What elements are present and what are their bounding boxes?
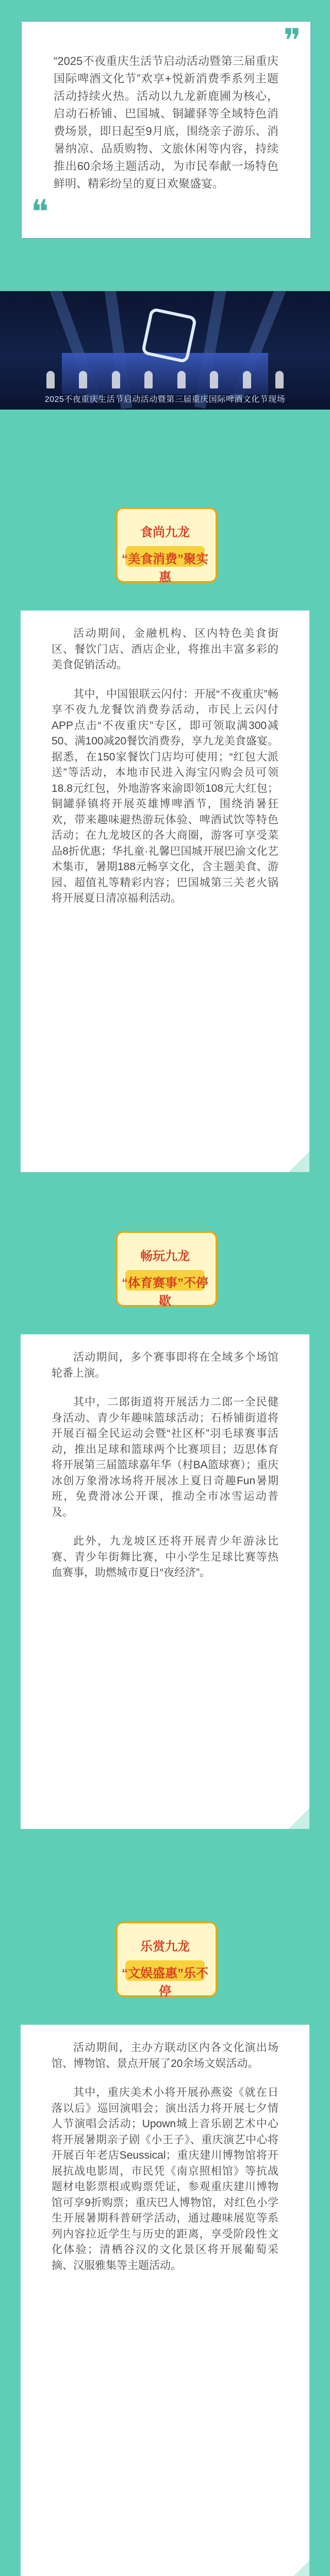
event-photo <box>0 291 330 410</box>
section-subtitle: “体育赛事”不停歇 <box>122 1276 208 1308</box>
event-logo-icon <box>141 307 197 363</box>
paragraph: 活动期间，金融机构、区内特色美食街区、餐饮门店、酒店企业，将推出丰富多彩的美食促销活动。 <box>52 628 278 671</box>
section-header-food <box>116 507 214 584</box>
section-title: 食尚九龙 <box>140 526 190 539</box>
section-title: 乐赏九龙 <box>140 1940 190 1954</box>
paragraph: 活动期间，主办方联动区内各文化演出场馆、博物馆、景点开展了20余场文娱活动。 <box>52 2042 278 2070</box>
paragraph: 活动期间，多个赛事即将在全域多个场馆轮番上演。 <box>52 1351 278 1379</box>
section-card-sports <box>21 1334 309 1829</box>
intro-card <box>21 21 311 239</box>
corner-decoration <box>289 1808 309 1829</box>
photo-caption: 2025不夜重庆生活节启动活动暨第三届重庆国际啤酒文化节现场 <box>44 395 286 404</box>
paragraph: 其中，重庆美术小将开展孙燕姿《就在日落以后》巡回演唱会；演出活力将开展七夕情人节演唱会活动；Upown城上音乐剧艺术中心将开展暑期亲子剧《小王子》、重庆演艺中心将开展百年老店Seussical；重庆建川博物馆将开展抗战电影周，市民凭《南京照相馆》等抗战题材电影票根或购票凭证，参观重庆建川博物馆可享9折购票；重庆巴人博物馆，对红色小学生开展暑期科普研学活动，通过趣味展览等系列内容拉近学生与历史的距离，享受阶段性文化体验；清栖谷汉的文化景区将开展葡萄采摘、汉服雅集等主题活动。 <box>52 2087 278 2272</box>
paragraph: 其中，二郎街道将开展活力二郎一全民健身活动、青少年趣味篮球活动；石桥铺街道将开展百福全民运动会暨“社区杯”羽毛球赛事活动，推出足球和篮球两个比赛项目；迈思体育将开展第三届篮球嘉年华（村BA篮球赛）；重庆冰创万象滑冰场将开展冰上夏日奇趣Fun暑期班，免费滑冰公开课，推动全市冰雪运动普及。 <box>52 1396 278 1518</box>
quote-close-icon: ❝ <box>31 193 49 231</box>
section-card-food <box>21 611 309 1172</box>
quote-open-icon: ❞ <box>283 22 301 60</box>
paragraph: 此外，九龙坡区还将开展青少年游泳比赛、青少年街舞比赛，中小学生足球比赛等热血赛事，助燃城市夏日“夜经济”。 <box>52 1535 278 1579</box>
section-header-sports <box>116 1231 214 1308</box>
section-card-culture <box>21 2025 309 2576</box>
corner-decoration <box>289 1151 309 1172</box>
corner-decoration <box>289 2561 309 2576</box>
section-subtitle: “文娱盛惠”乐不停 <box>122 1967 208 1998</box>
performers <box>46 371 284 392</box>
section-title: 畅玩九龙 <box>140 1249 190 1263</box>
intro-text: “2025不夜重庆生活节启动活动暨第三届重庆国际啤酒文化节”欢享+悦新消费季系列主题活动持续火热。活动以九龙新鹿圃为核心，启动石桥铺、巴国城、铜罐驿等全域特色消费场景，即日起至9月底，围绕亲子游乐、消暑纳凉、品质购物、文旅休闲等内容，持续推出60余场主题活动，为市民奉献一场特色鲜明、精彩纷呈的夏日欢聚盛宴。 <box>54 55 278 190</box>
paragraph: 其中，中国银联云闪付：开展“不夜重庆”畅享不夜九龙餐饮消费券活动，市民上云闪付APP点击“不夜重庆”专区，即可领取满300减50、满100减20餐饮消费券，享九龙美食盛宴。据悉，在150家餐饮门店均可使用；“红包大派送”等活动，本地市民进入海宝闪购会员可领18.8元红包，外地游客来渝即领108元大红包；铜罐驿镇将开展英雄博啤酒节，围绕消暑狂欢，带来趣味避热游玩体验、啤酒试饮等特色活动；在九龙坡区的各大商圈，游客可享受菜品8折优惠；华扎童·礼馨巴国城开展巴渝文化艺术集市，暑期188元畅享文化，含主题美食、游园、超值礼等精彩内容；巴国城第三关老火锅将开展夏日清凉福利活动。 <box>52 688 278 904</box>
section-header-culture <box>116 1922 214 1998</box>
section-subtitle: “美食消费”聚实惠 <box>122 552 208 584</box>
